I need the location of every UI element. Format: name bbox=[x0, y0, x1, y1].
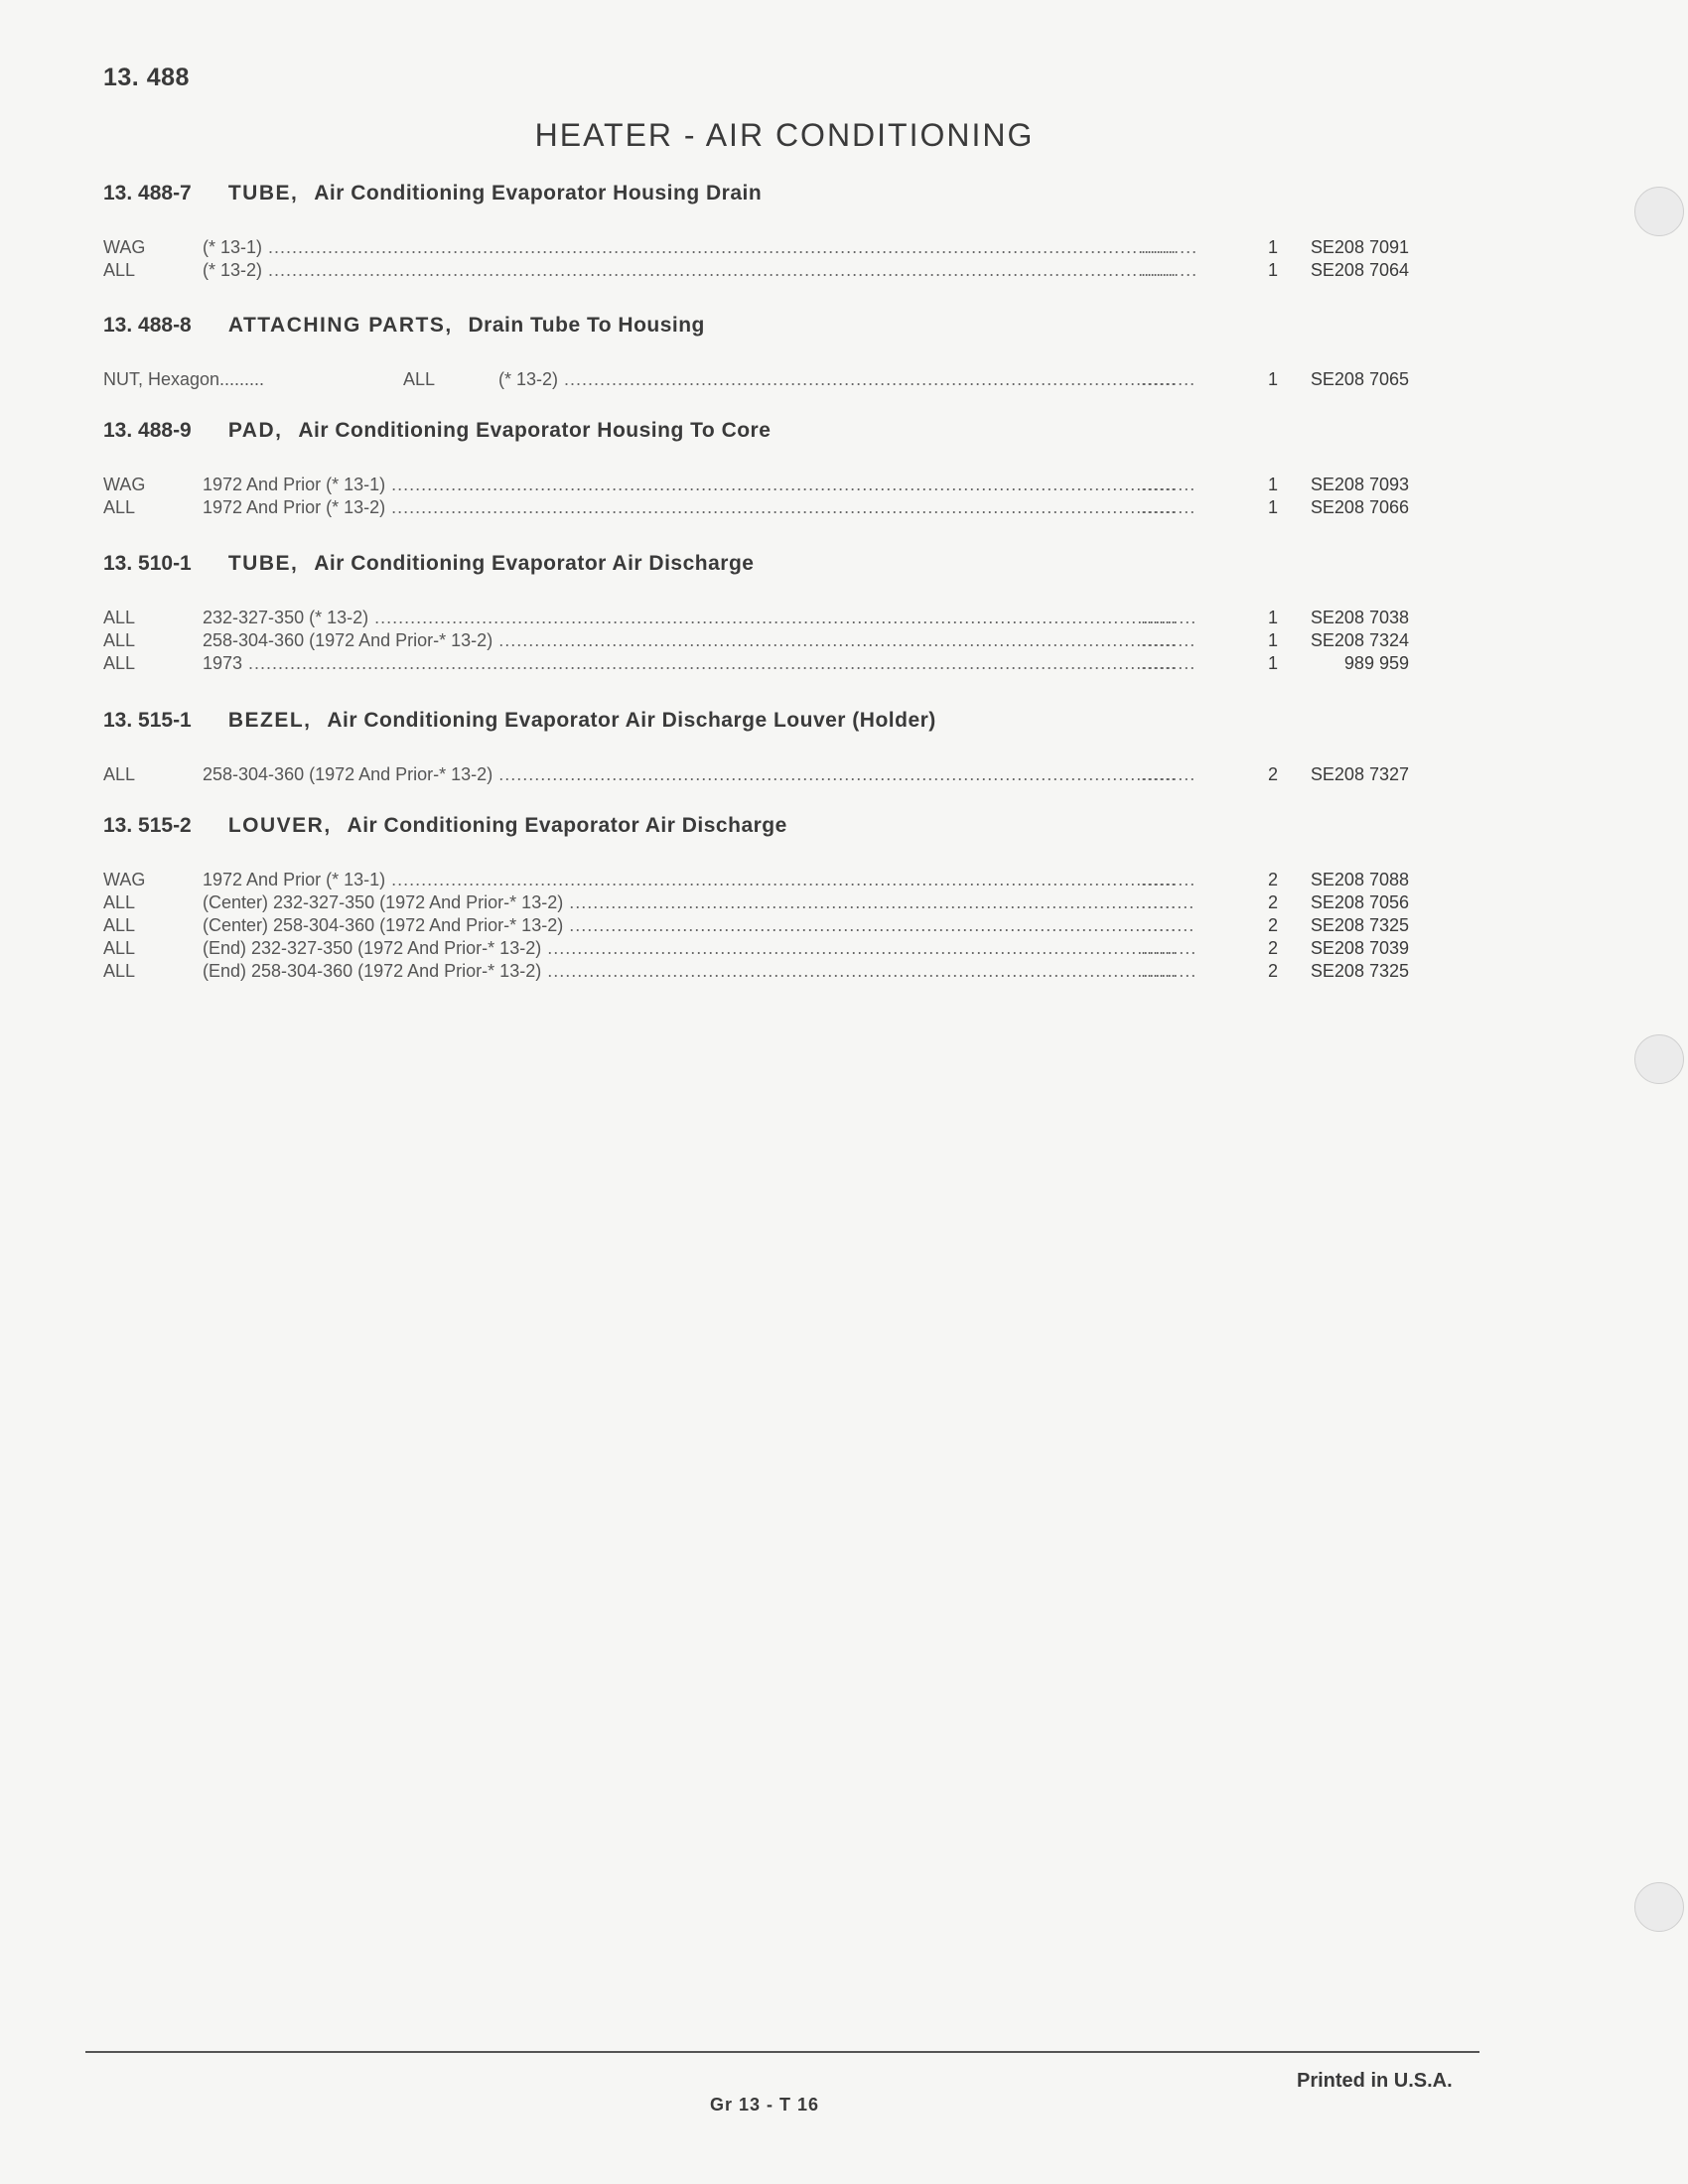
model-code: ALL bbox=[103, 915, 136, 935]
list-item bbox=[103, 961, 1414, 984]
item-description: (End) 258-304-360 (1972 And Prior-* 13-2) ..... bbox=[203, 961, 1196, 982]
quantity: 2 bbox=[1267, 915, 1278, 935]
quantity: 2 bbox=[1267, 938, 1278, 958]
section-number: 13. 510-1 bbox=[103, 552, 192, 575]
leader-dots: ...... bbox=[1141, 497, 1178, 517]
part-number: SE208 7324 bbox=[1310, 630, 1409, 650]
list-item bbox=[103, 915, 1414, 938]
section-13-488-8 bbox=[103, 314, 1414, 392]
section-part-name: PAD, bbox=[227, 419, 283, 442]
page-number: 13. 488 bbox=[103, 64, 190, 91]
model-code: ALL bbox=[103, 938, 136, 958]
list-item bbox=[103, 938, 1414, 961]
section-heading bbox=[103, 182, 1414, 225]
section-number: 13. 488-8 bbox=[103, 314, 192, 337]
list-item bbox=[103, 237, 1414, 260]
leader-dots: ...... bbox=[1141, 764, 1178, 784]
model-code: ALL bbox=[103, 764, 136, 784]
item-description: 258-304-360 (1972 And Prior-* 13-2) ..... bbox=[203, 764, 1196, 785]
part-number: SE208 7325 bbox=[1310, 915, 1409, 935]
leader-dots: ...... bbox=[1141, 260, 1178, 280]
list-item bbox=[103, 608, 1414, 630]
section-13-515-1 bbox=[103, 709, 1414, 787]
item-description: 1972 And Prior (* 13-2) ..... bbox=[203, 497, 1196, 518]
part-number: SE208 7091 bbox=[1310, 237, 1409, 257]
section-part-name: TUBE, bbox=[227, 182, 299, 205]
leader-dots: ...... bbox=[1141, 870, 1178, 889]
section-description: Air Conditioning Evaporator Housing Drain bbox=[314, 182, 763, 205]
model-code: ALL bbox=[103, 961, 136, 981]
item-description: (Center) 232-327-350 (1972 And Prior-* 13-2) ..... bbox=[203, 892, 1196, 913]
quantity: 1 bbox=[1267, 237, 1278, 257]
section-description: Drain Tube To Housing bbox=[468, 314, 705, 337]
section-part-name: TUBE, bbox=[227, 552, 299, 575]
item-description: (* 13-2) ..... bbox=[203, 260, 1196, 281]
part-number: SE208 7039 bbox=[1310, 938, 1409, 958]
section-heading bbox=[103, 314, 1414, 357]
section-part-name: ATTACHING PARTS, bbox=[227, 314, 453, 337]
quantity: 1 bbox=[1267, 630, 1278, 650]
part-number: SE208 7056 bbox=[1310, 892, 1409, 912]
item-description: 1973 ..... bbox=[203, 653, 1196, 674]
part-number: SE208 7065 bbox=[1310, 369, 1409, 389]
quantity: 2 bbox=[1267, 870, 1278, 889]
punch-hole bbox=[1634, 1882, 1684, 1932]
section-description: Air Conditioning Evaporator Air Discharge bbox=[314, 552, 755, 575]
section-heading bbox=[103, 419, 1414, 463]
leader-dots: ...... bbox=[1141, 892, 1178, 912]
section-heading bbox=[103, 552, 1414, 596]
item-description: (Center) 258-304-360 (1972 And Prior-* 13-2) ..... bbox=[203, 915, 1196, 936]
section-part-name: BEZEL, bbox=[227, 709, 312, 732]
section-13-510-1 bbox=[103, 552, 1414, 676]
list-item bbox=[103, 892, 1414, 915]
footer-divider bbox=[85, 2051, 1479, 2053]
quantity: 1 bbox=[1267, 260, 1278, 280]
leader-dots: ...... bbox=[1141, 475, 1178, 494]
item-description: 232-327-350 (* 13-2) ..... bbox=[203, 608, 1196, 628]
model-code: WAG bbox=[103, 475, 146, 494]
section-heading bbox=[103, 814, 1414, 858]
list-item bbox=[103, 475, 1414, 497]
leader-dots: ...... bbox=[1141, 369, 1178, 389]
section-number: 13. 515-1 bbox=[103, 709, 192, 732]
list-item bbox=[103, 497, 1414, 520]
item-description: (* 13-1) ..... bbox=[203, 237, 1196, 258]
leader-dots: ...... bbox=[1141, 653, 1178, 673]
section-number: 13. 488-9 bbox=[103, 419, 192, 442]
model-code: ALL bbox=[103, 630, 136, 650]
model-code: WAG bbox=[103, 237, 146, 257]
section-number: 13. 488-7 bbox=[103, 182, 192, 205]
part-number: SE208 7066 bbox=[1310, 497, 1409, 517]
quantity: 1 bbox=[1267, 369, 1278, 389]
footer-group-reference: Gr 13 - T 16 bbox=[709, 2095, 820, 2115]
leader-dots: ...... bbox=[1141, 938, 1178, 958]
list-item bbox=[103, 369, 1414, 392]
section-heading bbox=[103, 709, 1414, 752]
model-code: ALL bbox=[103, 653, 136, 673]
list-item bbox=[103, 764, 1414, 787]
part-number: SE208 7088 bbox=[1310, 870, 1409, 889]
section-description: Air Conditioning Evaporator Air Discharge bbox=[347, 814, 787, 837]
model-code: ALL bbox=[103, 892, 136, 912]
model-code: ALL bbox=[103, 608, 136, 627]
section-description: Air Conditioning Evaporator Housing To Core bbox=[298, 419, 772, 442]
leader-dots: ...... bbox=[1141, 961, 1178, 981]
item-description: 1972 And Prior (* 13-1) ..... bbox=[203, 475, 1196, 495]
list-item bbox=[103, 260, 1414, 283]
leader-dots: ...... bbox=[1141, 630, 1178, 650]
part-number: SE208 7064 bbox=[1310, 260, 1409, 280]
list-item bbox=[103, 870, 1414, 892]
model-code: WAG bbox=[103, 870, 146, 889]
section-number: 13. 515-2 bbox=[103, 814, 192, 837]
punch-hole bbox=[1634, 1034, 1684, 1084]
item-name: NUT, Hexagon......... bbox=[103, 369, 265, 389]
section-13-488-7 bbox=[103, 182, 1414, 283]
quantity: 1 bbox=[1267, 653, 1278, 673]
item-description: 258-304-360 (1972 And Prior-* 13-2) ..... bbox=[203, 630, 1196, 651]
quantity: 2 bbox=[1267, 892, 1278, 912]
quantity: 1 bbox=[1267, 497, 1278, 517]
quantity: 1 bbox=[1267, 608, 1278, 627]
page-title: HEATER - AIR CONDITIONING bbox=[534, 117, 1035, 153]
section-description: Air Conditioning Evaporator Air Discharge Louver (Holder) bbox=[327, 709, 936, 732]
model-code: ALL bbox=[103, 260, 136, 280]
section-part-name: LOUVER, bbox=[227, 814, 332, 837]
item-description: (* 13-2) ..... bbox=[498, 369, 1196, 390]
item-description: (End) 232-327-350 (1972 And Prior-* 13-2) ..... bbox=[203, 938, 1196, 959]
part-number: SE208 7327 bbox=[1310, 764, 1409, 784]
model-code: ALL bbox=[103, 497, 136, 517]
quantity: 1 bbox=[1267, 475, 1278, 494]
quantity: 2 bbox=[1267, 961, 1278, 981]
quantity: 2 bbox=[1267, 764, 1278, 784]
list-item bbox=[103, 630, 1414, 653]
leader-dots: ...... bbox=[1141, 608, 1178, 627]
part-number: SE208 7093 bbox=[1310, 475, 1409, 494]
section-13-488-9 bbox=[103, 419, 1414, 520]
item-description: 1972 And Prior (* 13-1) ..... bbox=[203, 870, 1196, 890]
part-number: SE208 7325 bbox=[1310, 961, 1409, 981]
list-item bbox=[103, 653, 1414, 676]
model-code: ALL bbox=[403, 369, 436, 389]
punch-hole bbox=[1634, 187, 1684, 236]
footer-printed-note: Printed in U.S.A. bbox=[1297, 2070, 1453, 2092]
section-13-515-2 bbox=[103, 814, 1414, 984]
part-number: 989 959 bbox=[1343, 653, 1409, 673]
leader-dots: ...... bbox=[1141, 237, 1178, 257]
part-number: SE208 7038 bbox=[1310, 608, 1409, 627]
leader-dots: ...... bbox=[1141, 915, 1178, 935]
